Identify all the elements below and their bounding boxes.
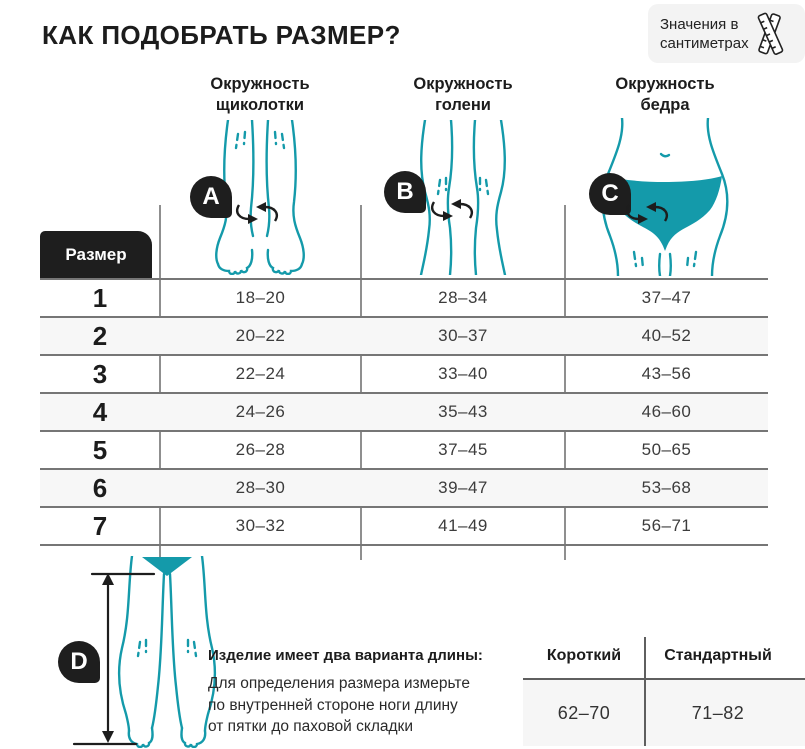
size-table	[40, 278, 768, 546]
units-badge-text: Значения в сантиметрах	[660, 15, 749, 52]
size-cell: 1	[92, 282, 108, 313]
rotation-arrows-icon-c	[624, 200, 670, 226]
hip-value-cell: 43–56	[641, 364, 692, 383]
units-badge	[648, 4, 805, 63]
marker-b-bubble: B	[384, 171, 426, 213]
length-value-standard: 71–82	[691, 702, 745, 723]
marker-a-bubble: A	[190, 176, 232, 218]
column-header-hip: Окружность бедра	[615, 75, 715, 114]
length-measure-description: Для определения размера измерьте по внутренней стороне ноги длину от пятки до паховой складки	[208, 675, 470, 735]
length-header-short: Короткий	[546, 647, 622, 664]
calf-value-cell: 37–45	[438, 440, 488, 459]
size-cell: 2	[92, 320, 108, 351]
length-table	[523, 634, 805, 746]
ankle-value-cell: 18–20	[235, 288, 286, 307]
measuring-tapes-icon	[749, 9, 791, 59]
hip-value-cell: 50–65	[641, 440, 692, 459]
calf-value-cell: 28–34	[438, 288, 488, 307]
marker-d-bubble: D	[58, 641, 100, 683]
size-cell: 7	[92, 510, 108, 541]
length-table-divider	[644, 637, 646, 746]
size-cell: 6	[92, 472, 108, 503]
length-table-header-row	[523, 634, 805, 680]
table-row	[40, 394, 768, 432]
table-row	[40, 356, 768, 394]
calf-value-cell: 30–37	[438, 326, 488, 345]
length-value-short: 62–70	[557, 702, 611, 723]
calf-value-cell: 39–47	[438, 478, 488, 497]
hip-value-cell: 53–68	[641, 478, 692, 497]
rotation-arrows-icon-b	[429, 197, 475, 223]
table-row	[40, 280, 768, 318]
page-title: КАК ПОДОБРАТЬ РАЗМЕР?	[42, 20, 401, 50]
ankle-value-cell: 26–28	[235, 440, 286, 459]
hip-value-cell: 46–60	[641, 402, 692, 421]
size-cell: 3	[92, 358, 108, 389]
length-header-standard: Стандартный	[664, 647, 772, 664]
size-cell: 5	[92, 434, 108, 465]
length-variants-heading: Изделие имеет два варианта длины:	[208, 647, 483, 664]
calf-value-cell: 33–40	[438, 364, 488, 383]
ankle-value-cell: 30–32	[235, 516, 286, 535]
table-row	[40, 470, 768, 508]
length-table-values-row	[523, 680, 805, 746]
table-row	[40, 318, 768, 356]
hip-value-cell: 37–47	[641, 288, 692, 307]
ankle-value-cell: 20–22	[235, 326, 286, 345]
hip-value-cell: 56–71	[641, 516, 692, 535]
table-row	[40, 432, 768, 470]
size-cell: 4	[92, 396, 108, 427]
column-header-calf: Окружность голени	[413, 75, 513, 114]
table-row	[40, 508, 768, 546]
hip-value-cell: 40–52	[641, 326, 692, 345]
marker-c-bubble: C	[589, 173, 631, 215]
ankle-value-cell: 28–30	[235, 478, 286, 497]
calf-value-cell: 35–43	[438, 402, 488, 421]
column-header-ankle: Окружность щиколотки	[210, 75, 310, 114]
calf-value-cell: 41–49	[438, 516, 488, 535]
ankle-value-cell: 24–26	[235, 402, 286, 421]
size-column-header: Размер	[40, 231, 152, 278]
ankle-value-cell: 22–24	[235, 364, 286, 383]
rotation-arrows-icon-a	[234, 200, 280, 226]
